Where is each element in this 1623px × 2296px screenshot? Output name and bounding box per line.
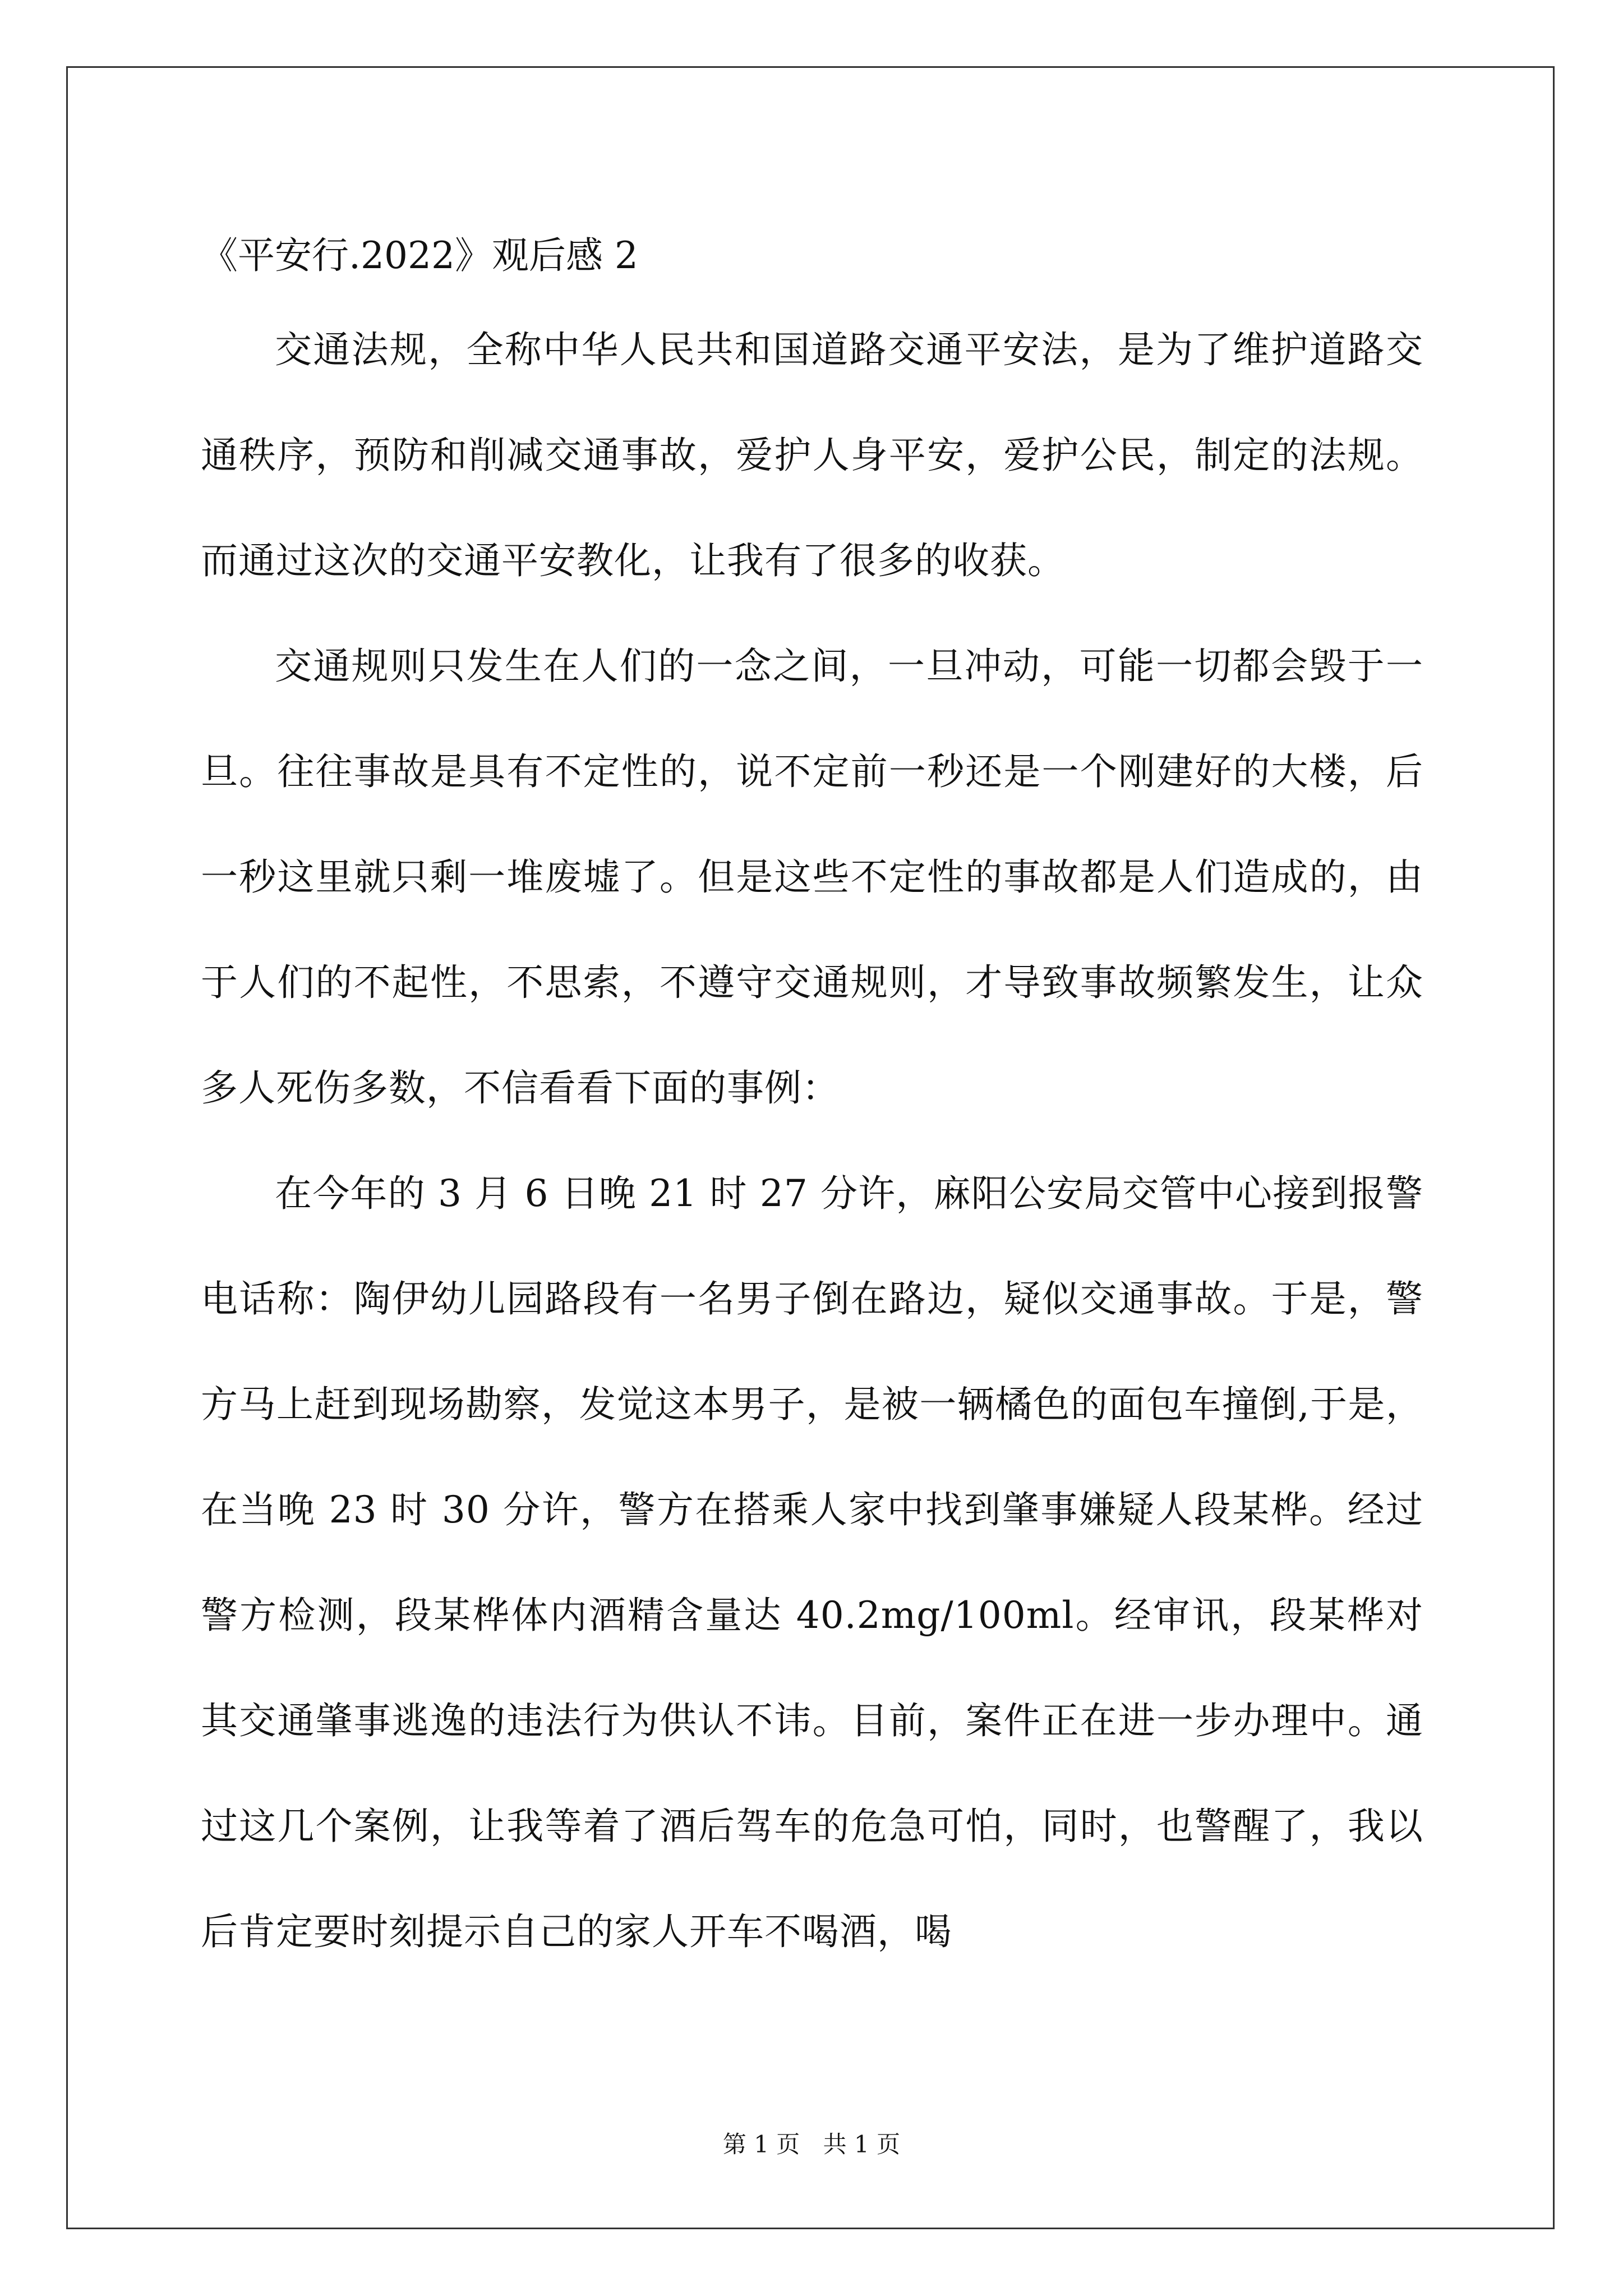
paragraph-1: 交通法规，全称中华人民共和国道路交通平安法，是为了维护道路交通秩序，预防和削减交通事故，爱护人身平安，爱护公民，制定的法规。而通过这次的交通平安教化，让我有了很多的收获。 — [201, 328, 1423, 582]
document-title: 《平安行.2022》观后感 2 — [201, 234, 638, 277]
document-body — [201, 219, 1423, 1985]
page-footer — [0, 2126, 1623, 2160]
paragraph-3: 在今年的 3 月 6 日晚 21 时 27 分许，麻阳公安局交管中心接到报警电话称：陶伊幼儿园路段有一名男子倒在路边，疑似交通事故。于是，警方马上赶到现场勘察，发觉这本男子，是被一辆橘色的面包车撞倒,于是，在当晚 23 时 30 分许，警方在搭乘人家中找到肇事嫌疑人段某桦。经过警方检测，段某桦体内酒精含量达 40.2mg/100ml。经审讯，段某桦对其交通肇事逃逸的违法行为供认不讳。目前，案件正在进一步办理中。通过这几个案例，让我等着了酒后驾车的危急可怕，同时，也警醒了，我以后肯定要时刻提示自己的家人开车不喝酒，喝 — [201, 1172, 1423, 1953]
page-total: 共 1 页 — [823, 2131, 901, 2158]
paragraph-2: 交通规则只发生在人们的一念之间，一旦冲动，可能一切都会毁于一旦。往往事故是具有不定性的，说不定前一秒还是一个刚建好的大楼，后一秒这里就只剩一堆废墟了。但是这些不定性的事故都是人们造成的，由于人们的不起性，不思索，不遵守交通规则，才导致事故频繁发生，让众多人死伤多数，不信看看下面的事例： — [201, 645, 1423, 1110]
page-number: 第 1 页 — [722, 2131, 800, 2158]
